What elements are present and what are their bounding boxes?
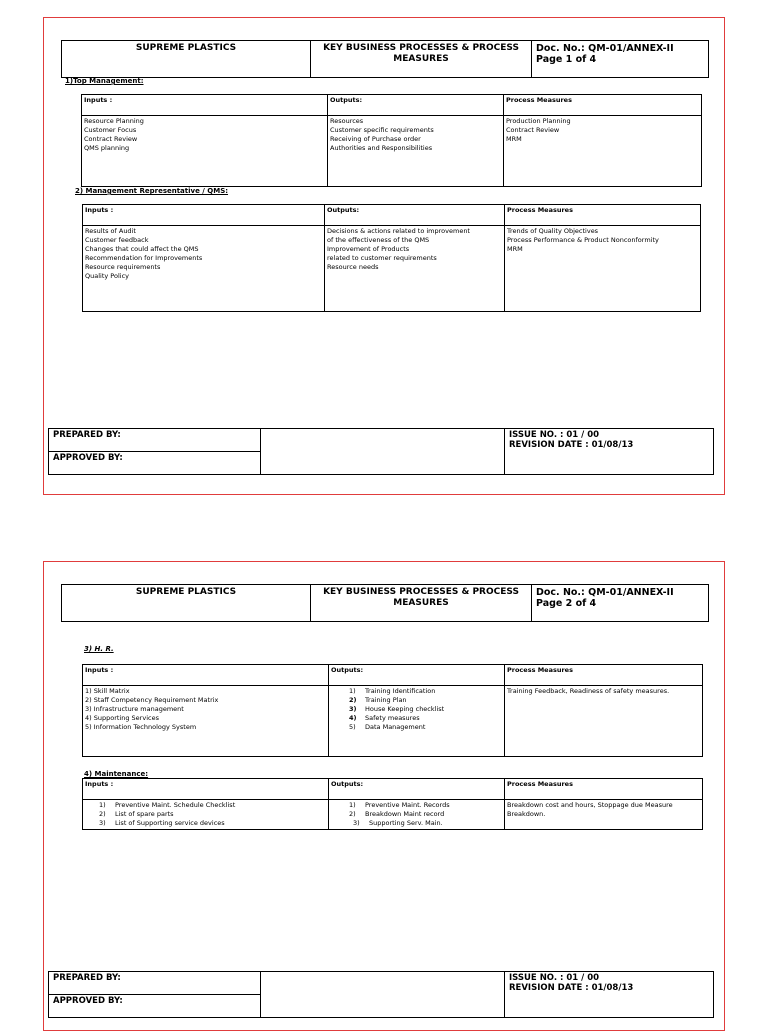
issue-number: ISSUE NO. : 01 / 00: [509, 973, 600, 983]
section-title-top-management: 1)Top Management:: [65, 77, 144, 85]
approved-by-label: APPROVED BY:: [49, 452, 261, 475]
list-item: Resource Planning: [84, 117, 144, 125]
item-text: Preventive Maint. Schedule Checklist: [115, 801, 236, 809]
list-item: Decisions & actions related to improvement: [327, 227, 470, 235]
list-item: 1) Skill Matrix: [85, 687, 130, 695]
outputs-header: Outputs:: [328, 95, 504, 116]
item-number: 1): [99, 801, 106, 809]
page-header: [61, 40, 709, 78]
item-number: 3): [353, 819, 360, 827]
prepared-by-label: PREPARED BY:: [49, 972, 261, 995]
item-number: 2): [349, 696, 357, 704]
item-text: Breakdown Maint record: [365, 810, 445, 818]
item-text: Training Identification: [365, 687, 436, 695]
issue-revision-cell: [505, 429, 714, 475]
item-number: 2): [99, 810, 106, 818]
item-number: 3): [99, 819, 106, 827]
list-item: Receiving of Purchase order: [330, 135, 421, 143]
section-title-maintenance: 4) Maintenance:: [84, 770, 149, 778]
management-representative-table: [82, 204, 701, 312]
inputs-header: Inputs :: [83, 665, 329, 686]
item-text: Training Plan: [365, 696, 407, 704]
process-measures-cell: [505, 800, 703, 830]
process-measures-cell: [505, 686, 703, 757]
list-item: [85, 810, 326, 819]
item-number: 3): [349, 705, 357, 713]
section-title-management-representative: 2) Management Representative / QMS:: [75, 187, 229, 195]
list-item: [85, 801, 326, 810]
process-measures-header: Process Measures: [505, 665, 703, 686]
outputs-cell: [325, 226, 505, 312]
inputs-cell: [83, 800, 329, 830]
document-title: [311, 41, 532, 77]
item-number: 1): [349, 687, 356, 695]
list-item: Recommendation for Improvements: [85, 254, 203, 262]
list-item: [331, 687, 502, 696]
document-title: [311, 585, 532, 621]
process-measures-header: Process Measures: [504, 95, 702, 116]
item-number: 1): [349, 801, 356, 809]
list-item: Breakdown.: [507, 810, 546, 818]
item-text: Data Management: [365, 723, 426, 731]
item-number: 5): [349, 723, 356, 731]
document-title-line-1: KEY BUSINESS PROCESSES & PROCESS: [323, 43, 519, 53]
signature-cell: [261, 429, 505, 475]
outputs-header: Outputs:: [329, 665, 505, 686]
page-number: Page 1 of 4: [536, 54, 597, 65]
outputs-header: Outputs:: [329, 779, 505, 800]
page-header: [61, 584, 709, 622]
item-text: Supporting Serv. Main.: [369, 819, 443, 827]
list-item: Improvement of Products: [327, 245, 410, 253]
list-item: 5) Information Technology System: [85, 723, 197, 731]
inputs-header: Inputs :: [83, 779, 329, 800]
process-measures-cell: [505, 226, 701, 312]
list-item: Production Planning: [506, 117, 571, 125]
company-name: SUPREME PLASTICS: [62, 41, 311, 77]
list-item: Breakdown cost and hours, Stoppage due Measure: [507, 801, 673, 809]
list-item: QMS planning: [84, 144, 130, 152]
outputs-header: Outputs:: [325, 205, 505, 226]
hr-table: [82, 664, 703, 757]
list-item: Authorities and Responsibilities: [330, 144, 433, 152]
list-item: [331, 696, 502, 705]
maintenance-table: [82, 778, 703, 830]
inputs-header: Inputs :: [83, 205, 325, 226]
inputs-cell: [83, 226, 325, 312]
list-item: [85, 819, 326, 828]
item-text: Preventive Maint. Records: [365, 801, 450, 809]
list-item: Process Performance & Product Nonconformity: [507, 236, 659, 244]
list-item: Trends of Quality Objectives: [507, 227, 599, 235]
list-item: MRM: [506, 135, 522, 143]
list-item: Changes that could affect the QMS: [85, 245, 199, 253]
list-item: Resources: [330, 117, 364, 125]
inputs-cell: [82, 116, 328, 187]
list-item: of the effectiveness of the QMS: [327, 236, 430, 244]
list-item: [331, 723, 502, 732]
document-number: Doc. No.: QM-01/ANNEX-II: [536, 43, 674, 54]
item-text: List of Supporting service devices: [115, 819, 225, 827]
issue-revision-cell: [505, 972, 714, 1018]
item-number: 2): [349, 810, 356, 818]
list-item: Quality Policy: [85, 272, 129, 280]
document-number: Doc. No.: QM-01/ANNEX-II: [536, 587, 674, 598]
item-number: 4): [349, 714, 357, 722]
document-title-line-1: KEY BUSINESS PROCESSES & PROCESS: [323, 587, 519, 597]
list-item: related to customer requirements: [327, 254, 437, 262]
list-item: Contract Review: [506, 126, 560, 134]
document-number-cell: [532, 41, 708, 77]
inputs-header: Inputs :: [82, 95, 328, 116]
approval-footer: [48, 971, 714, 1018]
section-title-hr: 3) H. R.: [84, 645, 114, 653]
page-number: Page 2 of 4: [536, 598, 597, 609]
list-item: 3) Infrastructure management: [85, 705, 184, 713]
item-text: Safety measures: [365, 714, 420, 722]
list-item: [331, 705, 502, 714]
company-name: SUPREME PLASTICS: [62, 585, 311, 621]
list-item: Training Feedback, Readiness of safety measures.: [507, 687, 670, 695]
list-item: 2) Staff Competency Requirement Matrix: [85, 696, 219, 704]
list-item: 4) Supporting Services: [85, 714, 159, 722]
list-item: [331, 819, 502, 828]
top-management-table: [81, 94, 702, 187]
list-item: [331, 810, 502, 819]
approval-footer: [48, 428, 714, 475]
process-measures-header: Process Measures: [505, 205, 701, 226]
list-item: Customer feedback: [85, 236, 149, 244]
document-page-2: [43, 561, 725, 1031]
inputs-cell: [83, 686, 329, 757]
item-text: House Keeping checklist: [365, 705, 445, 713]
list-item: [331, 801, 502, 810]
issue-number: ISSUE NO. : 01 / 00: [509, 430, 600, 440]
list-item: Resource requirements: [85, 263, 161, 271]
prepared-by-label: PREPARED BY:: [49, 429, 261, 452]
outputs-cell: [328, 116, 504, 187]
list-item: Results of Audit: [85, 227, 136, 235]
document-number-cell: [532, 585, 708, 621]
process-measures-header: Process Measures: [505, 779, 703, 800]
list-item: Customer Focus: [84, 126, 137, 134]
document-title-line-2: MEASURES: [393, 598, 449, 608]
revision-date: REVISION DATE : 01/08/13: [509, 440, 634, 450]
list-item: MRM: [507, 245, 523, 253]
list-item: Customer specific requirements: [330, 126, 434, 134]
outputs-cell: [329, 686, 505, 757]
document-page-1: [43, 17, 725, 495]
item-text: List of spare parts: [115, 810, 174, 818]
list-item: Resource needs: [327, 263, 379, 271]
list-item: [331, 714, 502, 723]
document-title-line-2: MEASURES: [393, 54, 449, 64]
list-item: Contract Review: [84, 135, 138, 143]
signature-cell: [261, 972, 505, 1018]
revision-date: REVISION DATE : 01/08/13: [509, 983, 634, 993]
process-measures-cell: [504, 116, 702, 187]
outputs-cell: [329, 800, 505, 830]
approved-by-label: APPROVED BY:: [49, 995, 261, 1018]
